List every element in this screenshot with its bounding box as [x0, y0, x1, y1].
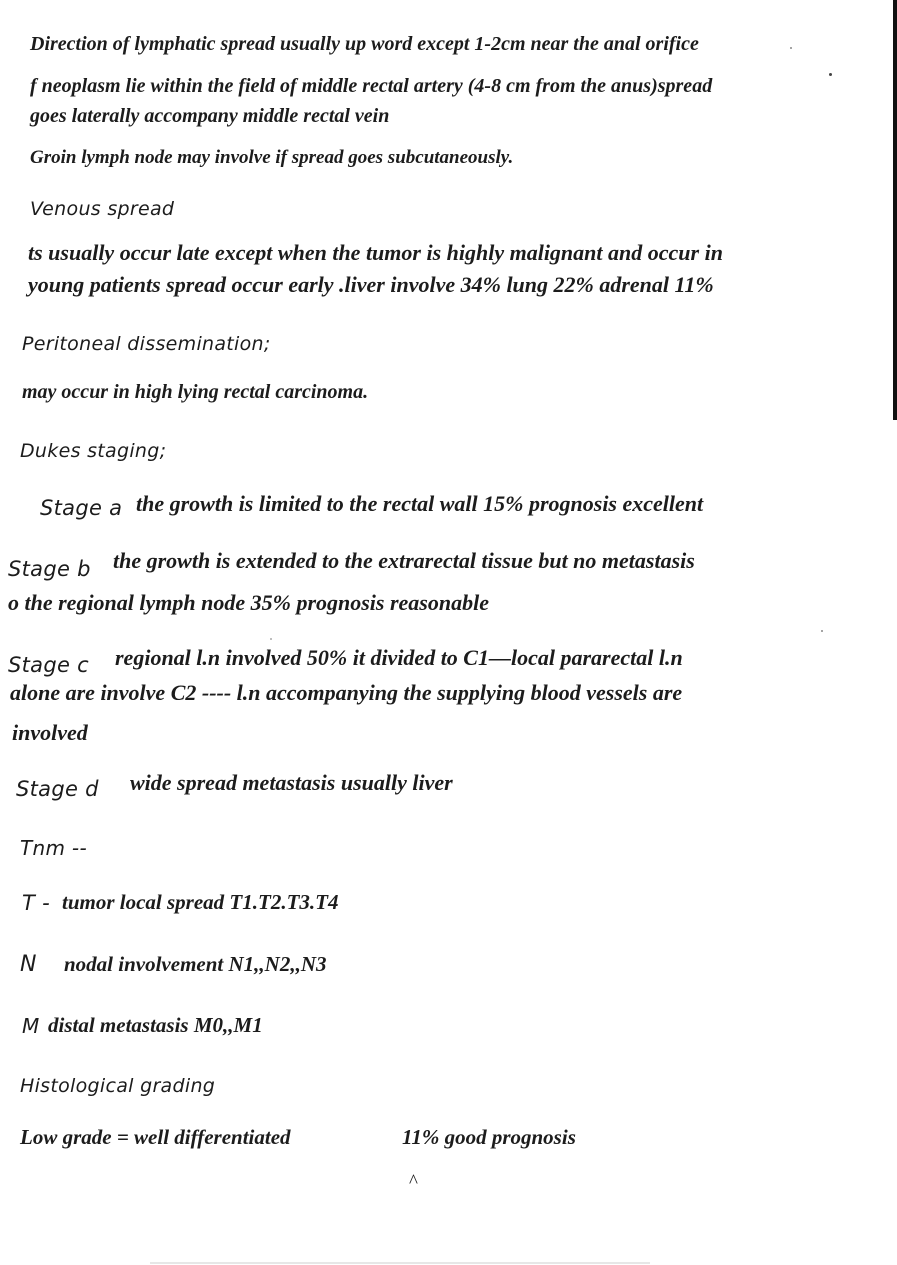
- stage-a-text: the growth is limited to the rectal wall 15% prognosis excellent: [136, 491, 704, 516]
- text-line-peritoneal: may occur in high lying rectal carcinoma.: [22, 381, 369, 403]
- low-grade-value: 11% good prognosis: [402, 1125, 576, 1149]
- scan-speck: [790, 47, 792, 49]
- tnm-m-text: distal metastasis M0,,M1: [48, 1013, 263, 1037]
- scan-bottom-smudge: [150, 1262, 650, 1264]
- stage-c-text: regional l.n involved 50% it divided to C1—local pararectal l.n: [115, 645, 683, 670]
- stage-b-continued: o the regional lymph node 35% prognosis reasonable: [8, 590, 489, 615]
- scan-speck: [270, 638, 272, 640]
- stage-c-continued-1: alone are involve C2 ---- l.n accompanying the supplying blood vessels are: [10, 680, 683, 705]
- stage-d-label: Stage d: [16, 777, 99, 801]
- stage-a-label: Stage a: [40, 496, 123, 520]
- tnm-t-label: T -: [22, 891, 50, 915]
- text-line-venous-late: ts usually occur late except when the tumor is highly malignant and occur in: [28, 240, 723, 265]
- text-line-groin-node: Groin lymph node may involve if spread goes subcutaneously.: [30, 147, 514, 168]
- heading-dukes-staging: Dukes staging;: [20, 440, 167, 462]
- scan-edge-shadow: [893, 0, 897, 420]
- heading-histological-grading: Histological grading: [20, 1075, 216, 1097]
- tnm-m-label: M: [22, 1014, 40, 1038]
- stage-c-continued-2: involved: [12, 720, 88, 745]
- heading-peritoneal-dissemination: Peritoneal dissemination;: [22, 333, 271, 355]
- stage-b-text: the growth is extended to the extrarectal tissue but no metastasis: [113, 548, 695, 573]
- scan-speck: [829, 73, 832, 76]
- stage-c-label: Stage c: [8, 653, 90, 677]
- text-line-venous-rates: young patients spread occur early .liver involve 34% lung 22% adrenal 11%: [28, 272, 714, 297]
- tnm-n-text: nodal involvement N1,,N2,,N3: [64, 952, 327, 976]
- stage-d-text: wide spread metastasis usually liver: [130, 770, 453, 795]
- scan-speck: [821, 630, 823, 632]
- heading-tnm: Tnm --: [20, 836, 87, 860]
- tnm-n-label: N: [20, 952, 37, 977]
- text-line-neoplasm-field: f neoplasm lie within the field of middle rectal artery (4-8 cm from the anus)spread: [30, 75, 713, 97]
- text-line-lateral-spread: goes laterally accompany middle rectal vein: [30, 105, 390, 127]
- stage-b-label: Stage b: [8, 557, 91, 581]
- low-grade-text: Low grade = well differentiated: [20, 1125, 291, 1149]
- text-line-lymphatic-direction: Direction of lymphatic spread usually up word except 1-2cm near the anal orifice: [30, 33, 699, 55]
- tnm-t-text: tumor local spread T1.T2.T3.T4: [62, 890, 339, 914]
- heading-venous-spread: Venous spread: [30, 198, 175, 220]
- page-mark: ^: [409, 1171, 418, 1192]
